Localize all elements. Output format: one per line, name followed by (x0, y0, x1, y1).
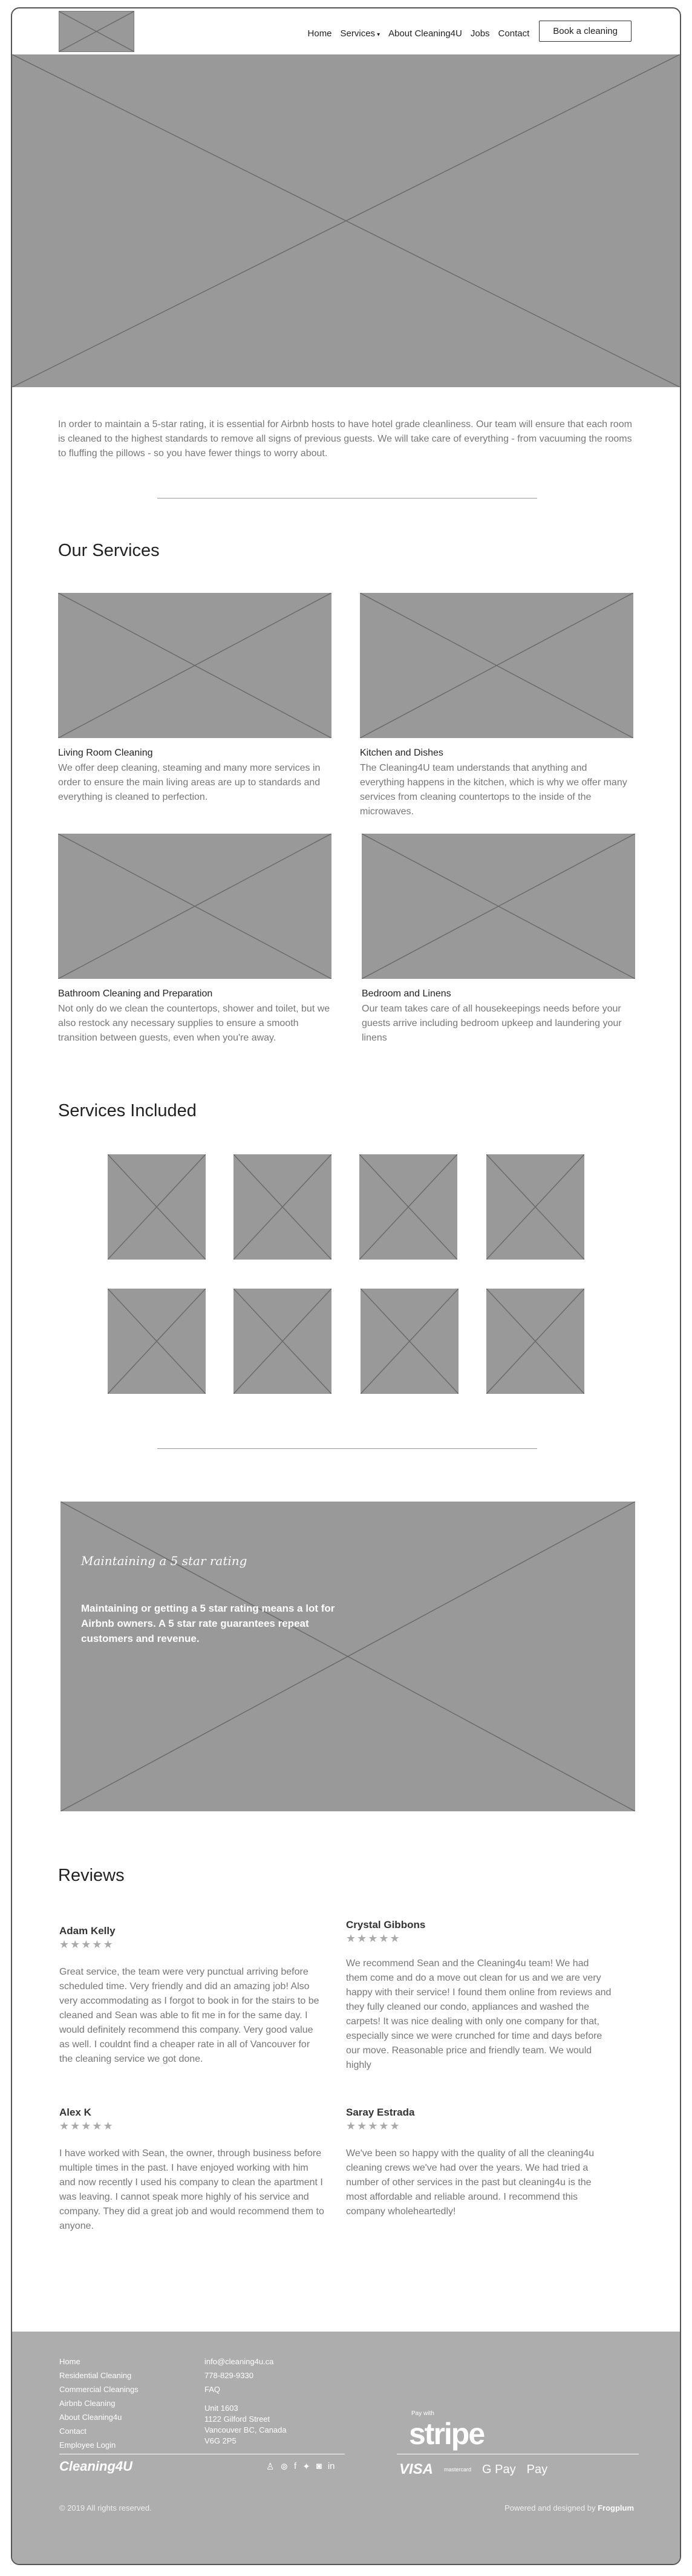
included-service-tile (486, 1289, 584, 1394)
nav-jobs[interactable]: Jobs (470, 28, 490, 39)
star-rating: ★★★★★ (346, 2120, 401, 2132)
rating-banner-image (60, 1502, 635, 1811)
service-title-bedroom: Bedroom and Linens (362, 989, 451, 999)
review-text: Great service, the team were very punctual arriving before scheduled time. Very friendly and did an amazing job! Also very accommodating as I forgot to book in for the stairs to be cleaned and Sean was able to fit me in for the same day. I would definitely recommend this company. Very good value as well. I couldnt find a cheaper rate in all of Vancouver for the cleaning service we got done. (59, 1967, 319, 2064)
review-name: Adam Kelly (59, 1925, 116, 1937)
service-desc-living-room: We offer deep cleaning, steaming and many more services in order to ensure the main living areas are up to standards and everything is cleaned to perfection. (58, 763, 321, 802)
review-name: Crystal Gibbons (346, 1919, 426, 1930)
intro-text: In order to maintain a 5-star rating, it is essential for Airbnb hosts to have hotel grade cleanliness. Our team will ensure that each room is cleaned to the highest standards to remove all signs of previous guests. We will take care of everything - from vacuuming the rooms to fluffing the pillows - so you have fewer things to worry about. (58, 419, 632, 459)
linkedin-icon[interactable]: in (327, 2461, 335, 2471)
service-desc-kitchen: The Cleaning4U team understands that anything and everything happens in the kitchen, which is why we offer many services from cleaning countertops to the inside of the microwaves. (360, 763, 627, 817)
stripe-caption: Pay with (411, 2410, 434, 2417)
powered-prefix: Powered and designed by (504, 2503, 598, 2512)
review-text: I have worked with Sean, the owner, through business before multiple times in the past. I have enjoyed working with him and now recently I used his company to clean the apartment I was leaving. I cannot speak more highly of his service and company. They did a great job and would recommend them to anyone. (59, 2148, 324, 2231)
copyright: © 2019 All rights reserved. (59, 2503, 152, 2512)
chevron-down-icon: ▾ (377, 31, 380, 38)
mastercard-icon: mastercard (444, 2466, 472, 2473)
footer-address-line: Unit 1603 (204, 2404, 238, 2413)
divider (157, 1448, 537, 1449)
included-service-tile (486, 1154, 584, 1260)
star-rating: ★★★★★ (59, 2120, 114, 2132)
powered-by (504, 2503, 634, 2512)
included-service-tile (233, 1154, 331, 1260)
nav-contact[interactable]: Contact (498, 28, 530, 39)
google-pay-icon: G Pay (482, 2462, 516, 2476)
stripe-logo: stripe (409, 2417, 485, 2451)
review-text: We recommend Sean and the Cleaning4u team! We had them come and do a move out clean for us and we are very happy with their service! I found them online from reviews and they fully cleaned our condo, appliances and washed the carpets! It was nice dealing with only one company for that, especially since we were crunched for time and days before our move. Reasonable price and friendly team. We would highly (346, 1958, 612, 2070)
footer-link-residential[interactable]: Residential Cleaning (59, 2371, 132, 2380)
included-service-tile (108, 1289, 206, 1394)
footer-link-about[interactable]: About Cleaning4u (59, 2413, 122, 2422)
footer-link-airbnb[interactable]: Airbnb Cleaning (59, 2399, 116, 2408)
nav-services-label: Services (340, 28, 376, 39)
footer-email[interactable]: info@cleaning4u.ca (204, 2357, 274, 2366)
site-footer (12, 2332, 680, 2565)
footer-faq[interactable]: FAQ (204, 2385, 221, 2394)
payment-methods (399, 2461, 547, 2478)
footer-address-line: 1122 Gilford Street (204, 2414, 270, 2424)
book-cleaning-button[interactable]: Book a cleaning (539, 21, 632, 42)
service-image-bathroom (58, 834, 331, 979)
star-rating: ★★★★★ (346, 1932, 401, 1944)
service-desc-bathroom: Not only do we clean the countertops, shower and toilet, but we also restock any necessary supplies to ensure a smooth transition between guests, even when you're away. (58, 1004, 330, 1043)
our-services-heading: Our Services (58, 541, 160, 560)
divider (157, 498, 537, 499)
person-icon[interactable]: ♙ (266, 2462, 275, 2472)
footer-address-line: V6G 2P5 (204, 2436, 237, 2445)
star-rating: ★★★★★ (59, 1938, 114, 1950)
footer-link-commercial[interactable]: Commercial Cleanings (59, 2385, 139, 2394)
review-text: We've been so happy with the quality of all the cleaning4u cleaning crews we've had over the years. We had tried a number of other services in the past but cleaning4u is the most affordable and reliable around. I recommend this company wholeheartedly! (346, 2148, 595, 2217)
footer-link-employee-login[interactable]: Employee Login (59, 2440, 116, 2450)
footer-address-line: Vancouver BC, Canada (204, 2425, 287, 2434)
apple-pay-icon: Pay (526, 2462, 548, 2476)
service-image-bedroom (362, 834, 635, 979)
banner-title: Maintaining a 5 star rating (81, 1554, 247, 1568)
footer-phone[interactable]: 778-829-9330 (204, 2371, 253, 2380)
footer-link-contact[interactable]: Contact (59, 2427, 86, 2436)
review-name: Alex K (59, 2107, 91, 2118)
reviews-heading: Reviews (58, 1866, 125, 1885)
service-desc-bedroom: Our team takes care of all housekeepings needs before your guests arrive including bedroom upkeep and laundering your linens (362, 1004, 622, 1043)
included-service-tile (361, 1289, 459, 1394)
hero-image (12, 54, 680, 387)
nav-home[interactable]: Home (307, 28, 332, 39)
service-title-kitchen: Kitchen and Dishes (360, 748, 443, 758)
page-frame (11, 7, 681, 2565)
included-service-tile (108, 1154, 206, 1260)
service-image-living-room (58, 593, 331, 738)
main-nav (299, 25, 680, 42)
review-name: Saray Estrada (346, 2107, 415, 2118)
twitter-icon[interactable]: ✦ (302, 2462, 310, 2472)
included-service-tile (359, 1154, 457, 1260)
service-image-kitchen (360, 593, 633, 738)
social-links (266, 2461, 335, 2472)
nav-about[interactable]: About Cleaning4U (388, 28, 462, 39)
facebook-icon[interactable]: f (294, 2461, 297, 2471)
nav-services[interactable] (341, 28, 380, 39)
visa-icon: VISA (399, 2461, 434, 2477)
footer-link-home[interactable]: Home (59, 2357, 80, 2366)
logo-placeholder[interactable] (59, 11, 134, 52)
banner-body: Maintaining or getting a 5 star rating means a lot for Airbnb owners. A 5 star rate guarantees repeat customers and revenue. (81, 1603, 335, 1644)
service-title-living-room: Living Room Cleaning (58, 748, 153, 758)
included-service-tile (233, 1289, 331, 1394)
pinterest-icon[interactable]: ⊚ (280, 2462, 289, 2472)
service-title-bathroom: Bathroom Cleaning and Preparation (58, 989, 213, 999)
services-included-heading: Services Included (58, 1101, 197, 1120)
instagram-icon[interactable]: ◙ (316, 2461, 322, 2471)
footer-brand: Cleaning4U (59, 2459, 133, 2474)
powered-by-link[interactable]: Frogplum (598, 2503, 634, 2512)
